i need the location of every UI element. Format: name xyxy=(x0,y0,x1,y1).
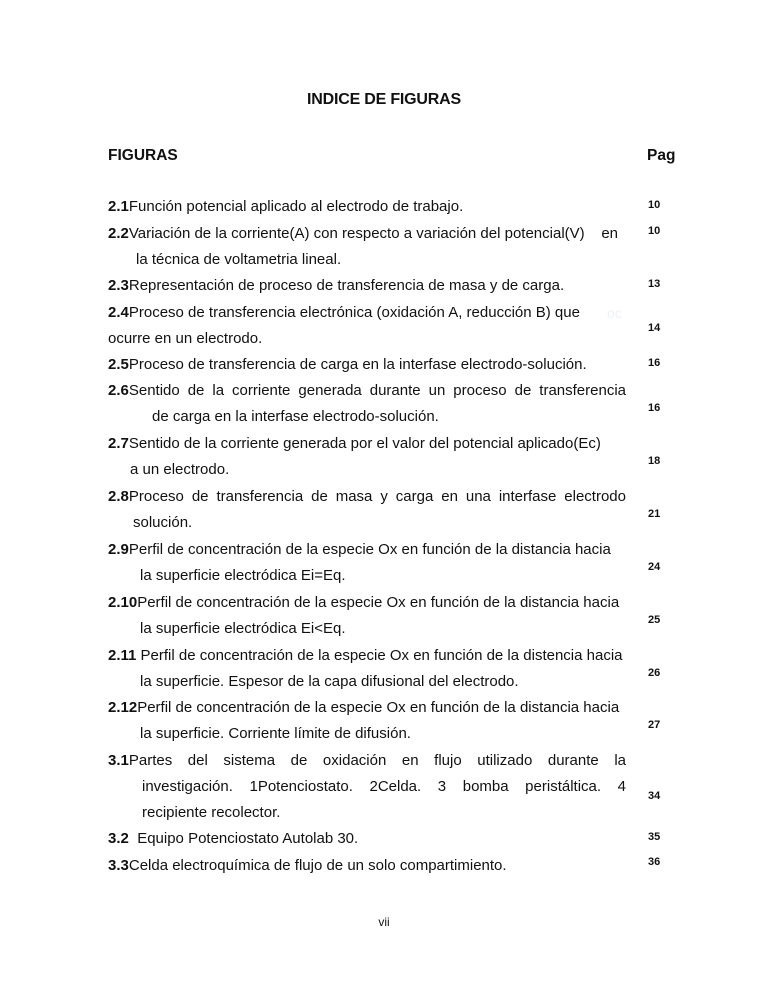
page-number: vii xyxy=(378,915,390,929)
figure-entry-2-4-cont: ocurre en un electrodo. xyxy=(108,330,263,347)
page-ref: 26 xyxy=(648,667,661,679)
figure-entry-2-8-cont: solución. xyxy=(133,514,193,531)
figure-entry-2-5: 2.5Proceso de transferencia de carga en la interfase electrodo-solución. xyxy=(108,356,587,373)
page-ref: 21 xyxy=(648,508,661,520)
figure-entry-2-6-cont: de carga en la interfase electrodo-solución. xyxy=(152,408,439,425)
page-ref: 36 xyxy=(648,856,661,868)
figure-entry-2-1: 2.1Función potencial aplicado al electrodo de trabajo. xyxy=(108,198,464,215)
figure-entry-2-9-cont: la superficie electródica Ei=Eq. xyxy=(140,567,346,584)
column-header-page: Pag xyxy=(647,147,676,164)
page-ref: 25 xyxy=(648,614,661,626)
figure-entry-2-7: 2.7Sentido de la corriente generada por el valor del potencial aplicado(Ec) xyxy=(108,435,601,452)
figure-entry-2-10: 2.10Perfil de concentración de la especie Ox en función de la distancia hacia xyxy=(108,594,620,611)
figure-entry-2-11: 2.11 Perfil de concentración de la especie Ox en función de la distencia hacia xyxy=(108,647,623,664)
figure-entry-3-3: 3.3Celda electroquímica de flujo de un solo compartimiento. xyxy=(108,857,507,874)
figure-entry-3-1-cont: investigación. 1Potenciostato. 2Celda. 3 bomba peristáltica. 4 xyxy=(142,778,626,795)
figure-entry-2-7-cont: a un electrodo. xyxy=(130,461,230,478)
figure-entry-2-4: 2.4Proceso de transferencia electrónica (oxidación A, reducción B) que xyxy=(108,304,580,321)
page-ref: 35 xyxy=(648,831,661,843)
page-ref: 34 xyxy=(648,790,661,802)
figure-entry-3-1-cont2: recipiente recolector. xyxy=(142,804,281,821)
page-ref: 10 xyxy=(648,225,661,237)
page-title: INDICE DE FIGURAS xyxy=(307,91,461,108)
figure-entry-3-1: 3.1Partes del sistema de oxidación en flujo utilizado durante la xyxy=(108,752,626,769)
figure-entry-2-8: 2.8Proceso de transferencia de masa y carga en una interfase electrodo xyxy=(108,488,626,505)
figure-entry-2-6: 2.6Sentido de la corriente generada durante un proceso de transferencia xyxy=(108,382,626,399)
page-ref: 24 xyxy=(648,561,661,573)
figure-entry-3-2: 3.2 Equipo Potenciostato Autolab 30. xyxy=(108,830,359,847)
figure-entry-2-2: 2.2Variación de la corriente(A) con respecto a variación del potencial(V) en xyxy=(108,225,618,242)
figure-entry-2-2-cont: la técnica de voltametria lineal. xyxy=(136,251,342,268)
figure-entry-2-3: 2.3Representación de proceso de transferencia de masa y de carga. xyxy=(108,277,565,294)
page-ref: 16 xyxy=(648,357,661,369)
page-ref: 10 xyxy=(648,199,661,211)
figure-entry-2-11-cont: la superficie. Espesor de la capa difusional del electrodo. xyxy=(140,673,519,690)
figure-entry-2-12-cont: la superficie. Corriente límite de difusión. xyxy=(140,725,411,742)
ghost-text: oc xyxy=(607,305,622,321)
page-ref: 13 xyxy=(648,278,661,290)
page-ref: 18 xyxy=(648,455,661,467)
figure-entry-2-9: 2.9Perfil de concentración de la especie Ox en función de la distancia hacia xyxy=(108,541,611,558)
figure-entry-2-12: 2.12Perfil de concentración de la especie Ox en función de la distancia hacia xyxy=(108,699,620,716)
page-ref: 16 xyxy=(648,402,661,414)
figure-entry-2-10-cont: la superficie electródica Ei<Eq. xyxy=(140,620,346,637)
page-ref: 27 xyxy=(648,719,661,731)
column-header-figures: FIGURAS xyxy=(108,147,178,164)
page-ref: 14 xyxy=(648,322,661,334)
